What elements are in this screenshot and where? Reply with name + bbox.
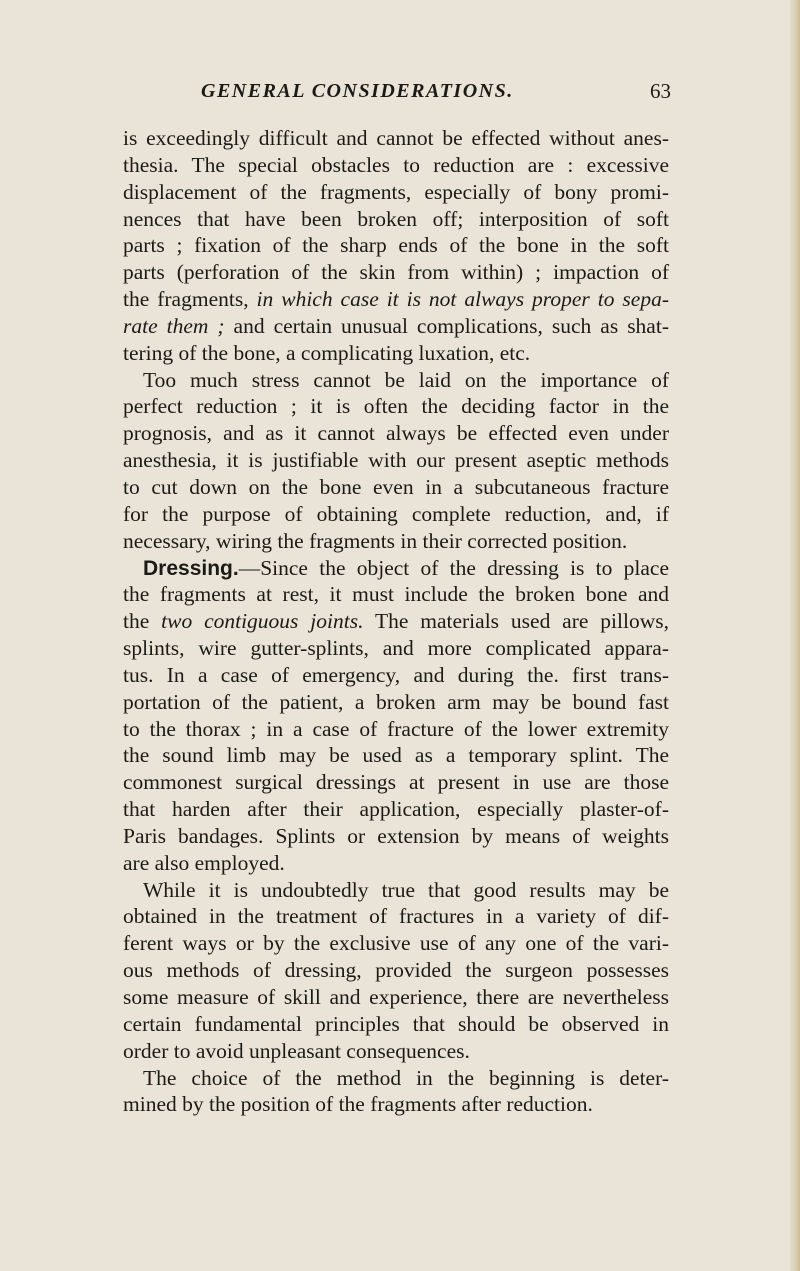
line-text: order to avoid unpleasant consequences. — [123, 1038, 470, 1063]
line-text: obtained in the treatment of fractures in a variety of dif- — [123, 904, 669, 929]
line-text: the fragments, — [123, 287, 257, 312]
page-number: 63 — [650, 79, 671, 103]
line-text: mined by the position of the fragments after reduction. — [123, 1092, 593, 1117]
page-edge — [790, 0, 800, 1271]
line-text: for the purpose of obtaining complete reduction, and, if — [123, 501, 669, 526]
running-title: GENERAL CONSIDERATIONS. — [201, 80, 514, 102]
line-text: —Since the object of the dressing is to place — [238, 555, 669, 580]
running-header — [201, 80, 671, 110]
line-text: is exceedingly difficult and cannot be effected without anes- — [123, 126, 669, 150]
text-line — [123, 957, 669, 984]
text-line — [123, 930, 669, 957]
line-text: the fragments at rest, it must include the broken bone and — [123, 582, 669, 607]
text-line — [123, 125, 669, 152]
italic-text: rate them ; — [123, 313, 225, 338]
text-line — [123, 528, 669, 555]
text-line — [123, 850, 669, 877]
line-text: commonest surgical dressings at present in use are those — [123, 770, 669, 795]
text-line — [123, 877, 669, 904]
line-text: tering of the bone, a complicating luxation, etc. — [123, 340, 531, 365]
text-line — [123, 501, 669, 528]
line-text: prognosis, and as it cannot always be effected even under — [123, 421, 669, 446]
text-line — [123, 259, 669, 286]
line-text: Too much stress cannot be laid on the importance of — [143, 367, 669, 392]
line-text: that harden after their application, especially plaster-of- — [123, 797, 669, 822]
line-text: The choice of the method in the beginning is deter- — [143, 1065, 669, 1090]
line-text: parts (perforation of the skin from within) ; impaction of — [123, 260, 669, 285]
text-line — [123, 608, 669, 635]
text-line — [123, 635, 669, 662]
line-text: to cut down on the bone even in a subcutaneous fracture — [123, 474, 669, 499]
body-text — [123, 125, 669, 1118]
line-text: the sound limb may be used as a temporary splint. The — [123, 743, 669, 768]
line-text: the — [123, 609, 162, 634]
text-line — [123, 823, 669, 850]
text-line — [123, 286, 669, 313]
line-text: perfect reduction ; it is often the deciding factor in the — [123, 394, 669, 419]
line-text: Paris bandages. Splints or extension by means of weights — [123, 823, 669, 848]
text-line — [123, 1091, 669, 1118]
text-line — [123, 555, 669, 582]
line-text: portation of the patient, a broken arm may be bound fast — [123, 689, 669, 714]
line-text: While it is undoubtedly true that good results may be — [143, 877, 669, 902]
line-text: displacement of the fragments, especially of bony promi- — [123, 179, 669, 204]
line-text: thesia. The special obstacles to reduction are : excessive — [123, 152, 669, 177]
text-line — [123, 152, 669, 179]
text-line — [123, 420, 669, 447]
text-line — [123, 340, 669, 367]
line-text: ferent ways or by the exclusive use of any one of the vari- — [123, 931, 669, 956]
text-line — [123, 1038, 669, 1065]
line-text: anesthesia, it is justifiable with our present aseptic methods — [123, 448, 669, 473]
line-text: ous methods of dressing, provided the surgeon possesses — [123, 958, 669, 983]
line-text: and certain unusual complications, such as shat- — [224, 313, 669, 338]
section-heading: Dressing. — [143, 556, 239, 580]
line-text: The materials used are pillows, — [363, 609, 669, 634]
text-line — [123, 232, 669, 259]
text-line — [123, 742, 669, 769]
text-line — [123, 179, 669, 206]
text-line — [123, 313, 669, 340]
line-text: nences that have been broken off; interposition of soft — [123, 206, 669, 231]
text-line — [123, 447, 669, 474]
line-text: tus. In a case of emergency, and during the. first trans- — [123, 662, 669, 687]
text-line — [123, 796, 669, 823]
text-line — [123, 206, 669, 233]
line-text: necessary, wiring the fragments in their corrected position. — [123, 528, 628, 553]
text-line — [123, 662, 669, 689]
text-line — [123, 1011, 669, 1038]
text-line — [123, 689, 669, 716]
text-line — [123, 474, 669, 501]
line-text: are also employed. — [123, 850, 285, 875]
text-line — [123, 769, 669, 796]
line-text: certain fundamental principles that should be observed in — [123, 1011, 669, 1036]
text-line — [123, 984, 669, 1011]
line-text: splints, wire gutter-splints, and more complicated appara- — [123, 636, 669, 661]
text-line — [123, 716, 669, 743]
text-line — [123, 367, 669, 394]
line-text: some measure of skill and experience, there are nevertheless — [123, 985, 669, 1009]
text-line — [123, 393, 669, 420]
line-text: parts ; fixation of the sharp ends of the bone in the soft — [123, 233, 669, 258]
italic-text: in which case it is not always proper to sepa- — [256, 287, 669, 312]
text-line — [123, 581, 669, 608]
italic-text: two contiguous joints. — [161, 609, 364, 634]
line-text: to the thorax ; in a case of fracture of the lower extremity — [123, 716, 669, 741]
text-line — [123, 1065, 669, 1092]
text-line — [123, 903, 669, 930]
